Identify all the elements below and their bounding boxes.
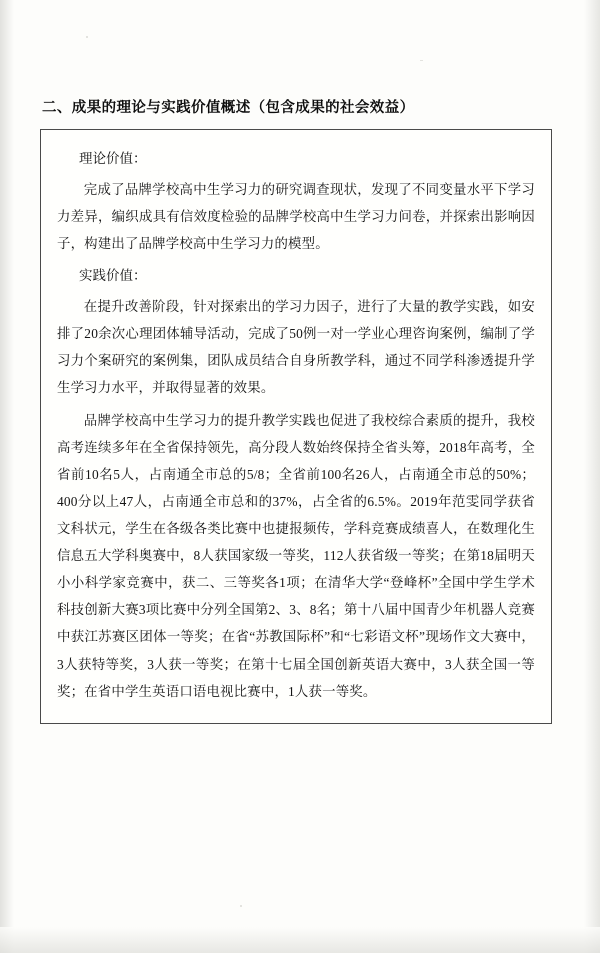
theory-value-label: 理论价值： xyxy=(79,151,147,166)
practice-value-label: 实践价值： xyxy=(79,267,147,283)
scan-edge-bottom xyxy=(0,927,600,953)
document-content xyxy=(40,96,564,724)
scan-speckle xyxy=(420,60,423,61)
practice-value-paragraph-2: 品牌学校高中生学习力的提升教学实践也促进了我校综合素质的提升，我校高考连续多年在全省保持领先，高分段人数始终保持全省头筹，2018年高考，全省前10名5人，占南通全市总的5/8；全省前100名26人，占南通全市总的50%；400分以上47人，占南通全市总和的37%，占全省的6.5%。2019年范雯同学获省文科状元，学生在各级各类比赛中也捷报频传，学科竞赛成绩喜人，在数理化生信息五大学科奥赛中，8人获国家级一等奖，112人获省级一等奖；在第18届明天小小科学家竞赛中，获二、三等奖各1项；在清华大学“登峰杯”全国中学生学术科技创新大赛3项比赛中分列全国第2、3、8名；第十八届中国青少年机器人竞赛中获江苏赛区团体一等奖；在省“苏教国际杯”和“七彩语文杯”现场作文大赛中，3人获特等奖，3人获一等奖；在第十七届全国创新英语大赛中，3人获全国一等奖；在省中学生英语口语电视比赛中，1人获一等奖。 xyxy=(57,412,535,699)
practice-value-paragraph-1: 在提升改善阶段，针对探索出的学习力因子，进行了大量的教学实践，如安排了20余次心理团体辅导活动，完成了50例一对一学业心理咨询案例，编制了学习力个案研究的案例集，团队成员结合自身所教学科，通过不同学科渗透提升学生学习力水平，并取得显著的效果。 xyxy=(57,298,535,395)
scan-speckle xyxy=(240,905,242,907)
scan-edge-right xyxy=(584,0,600,953)
scan-speckle xyxy=(86,36,88,38)
value-summary-box xyxy=(40,129,552,724)
section-heading: 二、成果的理论与实践价值概述（包含成果的社会效益） xyxy=(42,100,415,116)
scan-edge-left xyxy=(0,0,14,953)
theory-value-paragraph: 完成了品牌学校高中生学习力的研究调查现状，发现了不同变量水平下学习力差异，编织成具有信效度检验的品牌学校高中生学习力问卷，并探索出影响因子，构建出了品牌学校高中生学习力的模型。 xyxy=(57,181,535,251)
